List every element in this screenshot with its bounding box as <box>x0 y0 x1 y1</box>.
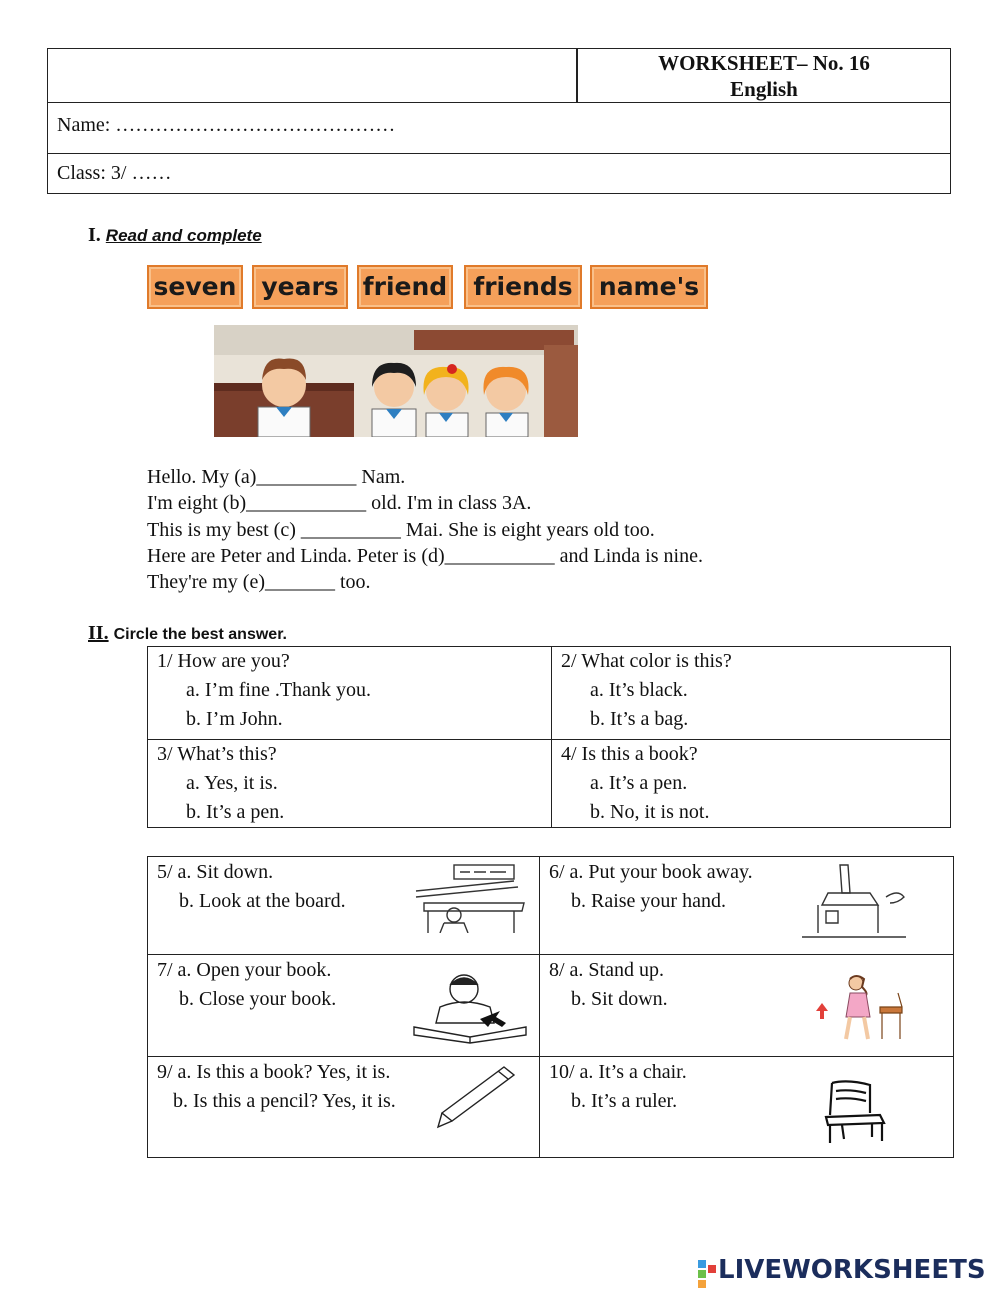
blank-line-a: Hello. My (a)__________ Nam. <box>147 466 406 488</box>
question-2: 2/ What color is this? <box>561 650 732 672</box>
name-field[interactable]: Name: …………………………………… <box>57 114 396 136</box>
question-1-option-a[interactable]: a. I’m fine .Thank you. <box>186 679 371 701</box>
question-2-option-a[interactable]: a. It’s black. <box>590 679 688 701</box>
question-7-option-a[interactable]: 7/ a. Open your book. <box>157 959 332 981</box>
classroom-board-picture <box>414 863 530 933</box>
question-5-option-b[interactable]: b. Look at the board. <box>179 890 346 912</box>
question-1-cell <box>148 647 552 740</box>
word-chip-friends[interactable]: friends <box>464 265 582 309</box>
logo-square-orange <box>698 1280 706 1288</box>
section-2-label: Circle the best answer. <box>113 626 287 643</box>
question-10-option-b[interactable]: b. It’s a ruler. <box>571 1090 678 1112</box>
blank-line-b: I'm eight (b)____________ old. I'm in class 3A. <box>147 492 532 515</box>
logo-square-blue <box>698 1260 706 1268</box>
pencil-picture <box>436 1065 516 1129</box>
worksheet-subject: English <box>730 77 798 101</box>
worksheet-number: WORKSHEET– No. 16 <box>658 51 870 75</box>
question-3: 3/ What’s this? <box>157 743 277 765</box>
header-row-title <box>48 49 950 103</box>
section-1-heading <box>88 224 262 247</box>
class-field[interactable]: Class: 3/ …… <box>57 162 172 184</box>
question-6-option-a[interactable]: 6/ a. Put your book away. <box>549 861 753 883</box>
blank-line-c: This is my best (c) __________ Mai. She is eight years old too. <box>147 518 655 541</box>
question-5-option-a[interactable]: 5/ a. Sit down. <box>157 861 274 883</box>
question-3-option-a[interactable]: a. Yes, it is. <box>186 772 278 794</box>
section-1-label: Read and complete <box>105 226 262 245</box>
question-4-option-b[interactable]: b. No, it is not. <box>590 801 710 823</box>
question-3-option-b[interactable]: b. It’s a pen. <box>186 801 285 823</box>
question-4: 4/ Is this a book? <box>561 743 698 765</box>
question-3-cell <box>148 740 552 828</box>
question-9-option-a[interactable]: 9/ a. Is this a book? Yes, it is. <box>157 1061 391 1083</box>
question-8-option-a[interactable]: 8/ a. Stand up. <box>549 959 664 981</box>
question-6-option-b[interactable]: b. Raise your hand. <box>571 890 726 912</box>
question-8-option-b[interactable]: b. Sit down. <box>571 988 668 1010</box>
question-8-cell <box>540 955 954 1057</box>
logo-square-red <box>708 1265 716 1273</box>
word-chip-names[interactable]: name's <box>590 265 708 309</box>
logo-square-green <box>698 1270 706 1278</box>
question-10-option-a[interactable]: 10/ a. It’s a chair. <box>549 1061 687 1083</box>
question-4-option-a[interactable]: a. It’s a pen. <box>590 772 688 794</box>
question-7-cell <box>148 955 540 1057</box>
question-9-cell <box>148 1057 540 1158</box>
worksheet-title <box>578 49 950 102</box>
stand-up-picture <box>810 973 914 1045</box>
question-2-cell <box>552 647 951 740</box>
question-7-option-b[interactable]: b. Close your book. <box>179 988 337 1010</box>
blank-line-e: They're my (e)_______ too. <box>147 571 371 594</box>
worksheet-header-table <box>47 48 951 194</box>
raise-hand-picture <box>798 863 908 941</box>
question-6-cell <box>540 857 954 955</box>
question-5-cell <box>148 857 540 955</box>
chair-picture <box>818 1079 898 1147</box>
question-2-option-b[interactable]: b. It’s a bag. <box>590 708 689 730</box>
open-book-picture <box>410 971 530 1045</box>
question-1-option-b[interactable]: b. I’m John. <box>186 708 283 730</box>
liveworksheets-logo[interactable]: LIVEWORKSHEETS <box>718 1255 986 1285</box>
question-1: 1/ How are you? <box>157 650 290 672</box>
blank-line-d: Here are Peter and Linda. Peter is (d)___________ and Linda is nine. <box>147 544 703 567</box>
children-illustration <box>214 325 578 437</box>
question-4-cell <box>552 740 951 828</box>
question-10-cell <box>540 1057 954 1158</box>
word-chip-seven[interactable]: seven <box>147 265 243 309</box>
section-1-number: I. <box>88 224 101 246</box>
questions-table-1 <box>147 646 951 828</box>
header-row-name <box>48 102 950 154</box>
reading-paragraph <box>147 464 703 595</box>
word-chip-years[interactable]: years <box>252 265 348 309</box>
word-chip-friend[interactable]: friend <box>357 265 453 309</box>
question-9-option-b[interactable]: b. Is this a pencil? Yes, it is. <box>173 1090 396 1112</box>
section-2-number: II. <box>88 622 109 644</box>
questions-table-2 <box>147 856 954 1158</box>
section-2-heading <box>88 622 287 645</box>
